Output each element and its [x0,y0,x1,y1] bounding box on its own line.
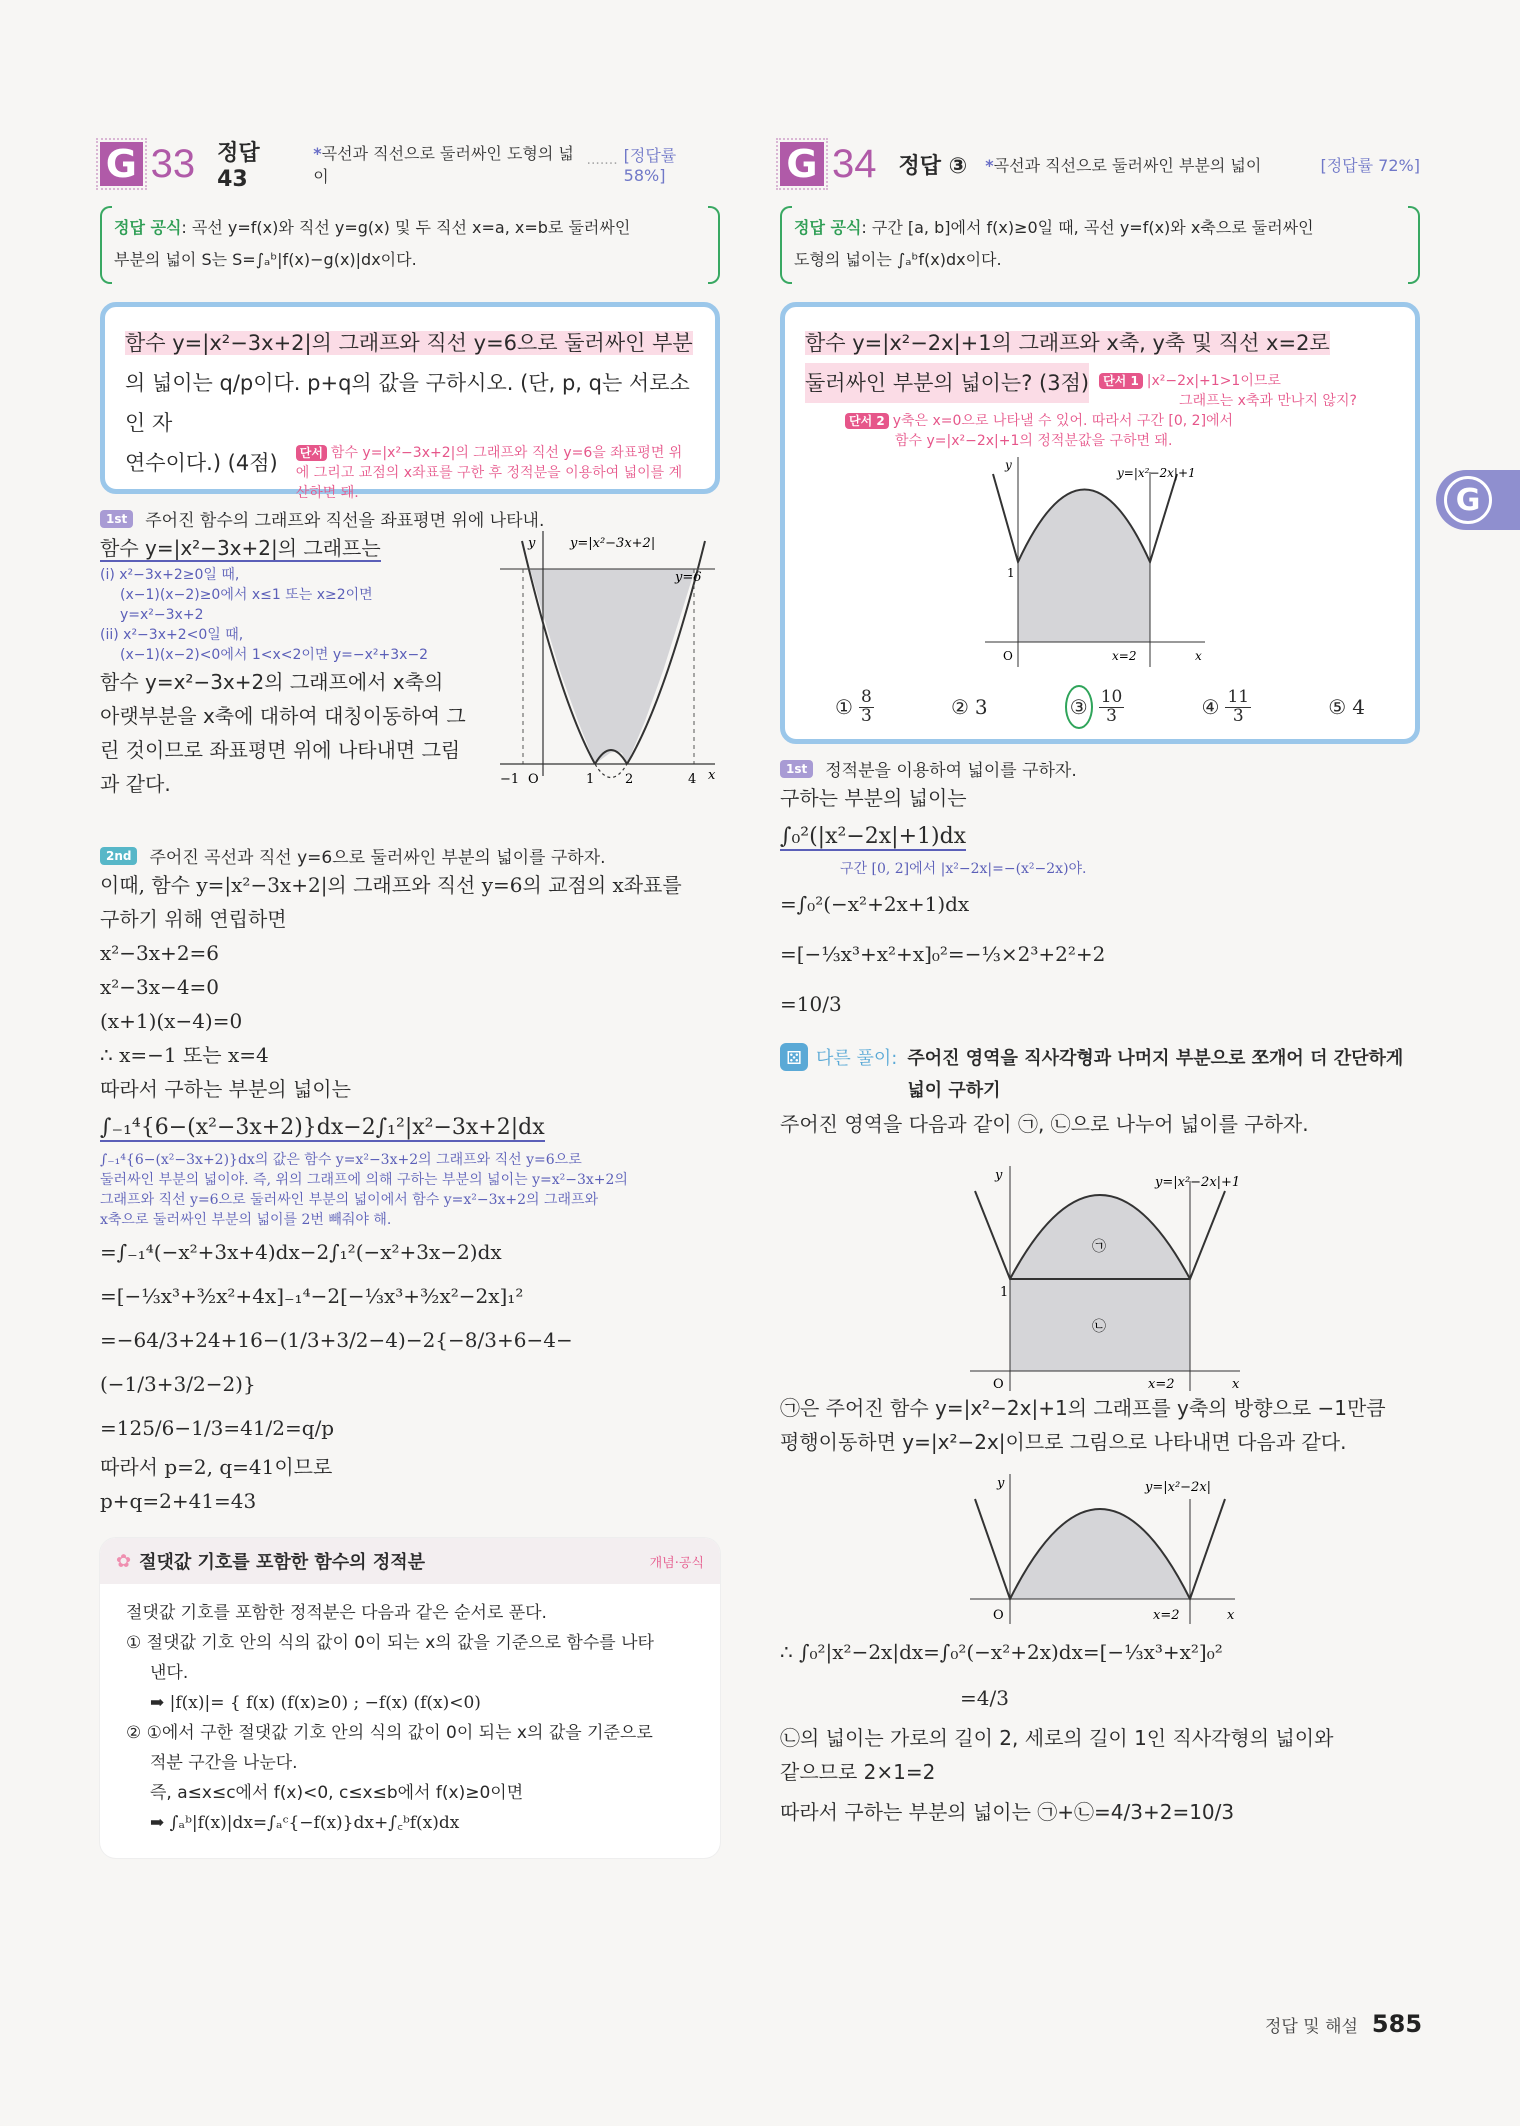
problem-header-g34 [780,140,1420,188]
answer-choices [805,685,1395,729]
svg-text:㉠: ㉠ [1092,1239,1106,1255]
problem-number: 33 [150,141,196,186]
page-footer: 정답 및 해설 585 [1265,2010,1423,2038]
formula-label: 정답 공식 [114,218,182,237]
answer-formula: 정답 공식: 구간 [a, b]에서 f(x)≥0일 때, 곡선 y=f(x)와 x축으로 둘러싸인 도형의 넓이는 ∫ₐᵇf(x)dx이다. [780,206,1420,284]
answer-formula: 정답 공식: 곡선 y=f(x)와 직선 y=g(x) 및 두 직선 x=a, x=b로 둘러싸인 부분의 넓이 S는 S=∫ₐᵇ|f(x)−g(x)|dx이다. [100,206,720,284]
hint-2: 단서 2 y축은 x=0으로 나타낼 수 있어. 따라서 구간 [0, 2]에서 함수 y=|x²−2x|+1의 정적분값을 구하면 돼. [805,411,1395,451]
correct-rate: [정답률 72%] [1320,155,1420,175]
alt-text-1: ㉠은 주어진 함수 y=|x²−2x|+1의 그래프를 y축의 방향으로 −1만큼 평행이동하면 y=|x²−2x|이므로 그림으로 나타내면 다음과 같다. [780,1396,1386,1454]
svg-text:O: O [1003,649,1013,663]
concept-kind: 개념·공식 [649,1555,704,1571]
svg-text:x: x [1232,1377,1240,1392]
flower-icon: ✿ [116,1550,132,1572]
concept-title: 절댓값 기호를 포함한 함수의 정적분 [139,1552,425,1573]
alt-text-2: ㉡의 넓이는 가로의 길이 2, 세로의 길이 1인 직사각형의 넓이와 같으므로 2×1=2 따라서 구하는 부분의 넓이는 ㉠+㉡=4/3+2=10/3 [780,1726,1334,1824]
graph-problem [985,457,1215,677]
svg-text:1: 1 [1000,1285,1009,1300]
page-number: 585 [1371,2010,1423,2038]
svg-text:O: O [993,1377,1004,1392]
svg-text:2: 2 [625,772,634,787]
problem-header-g33: G 33 정답 43 *곡선과 직선으로 둘러싸인 도형의 넓이 ······· [정답률 58%] [100,140,720,188]
svg-text:y=|x²−2x|+1: y=|x²−2x|+1 [1155,1175,1241,1190]
svg-text:x=2: x=2 [1153,1608,1180,1623]
hint: 단서 함수 y=|x²−3x+2|의 그래프와 직선 y=6을 좌표평면 위에 그리고 교점의 x좌표를 구한 후 정적분을 이용하여 넓이를 계산하면 돼. [295,445,683,501]
svg-text:x=2: x=2 [1148,1377,1175,1392]
alt-solution-header: ⚄ 다른 풀이: 주어진 영역을 직사각형과 나머지 부분으로 쪼개어 더 간단하게 넓이 구하기 [780,1043,1420,1107]
svg-text:O: O [993,1608,1004,1623]
svg-text:y: y [997,1476,1005,1491]
integral-expression: ∫₋₁⁴{6−(x²−3x+2)}dx−2∫₁²|x²−3x+2|dx [100,1115,545,1140]
choice-2[interactable]: ② 3 [950,695,988,719]
topic: *곡선과 직선으로 둘러싸인 부분의 넓이 [985,155,1262,175]
choice-3-selected[interactable]: ③ $\frac{10}{3}$ [1065,685,1125,729]
svg-text:x: x [1227,1608,1235,1623]
step-1-body: 함수 y=|x²−3x+2|의 그래프는 (i) x²−3x+2≥0일 때, (x−1)(x−2)≥0에서 x≤1 또는 x≥2이면 y=x²−3x+2 (ii) x²−3x+2<0일 때, (x−1)(x−2)<0에서 1<x<2이면 y=−x²+3x−2 함수 y=x²−3x+2의 그래프에서 x축의 아랫부분을 x축에 대하여 대칭이동하여 그 린 것이므로 좌표평면 위에 나타내면 그림 과 같다. y y=|x²−3x+2| y=6 x −1 O 1 2 4 [100,531,720,831]
svg-text:−1: −1 [500,772,520,787]
svg-text:y=|x²−3x+2|: y=|x²−3x+2| [570,536,656,551]
svg-text:O: O [528,772,539,787]
step-1: 1st 주어진 함수의 그래프와 직선을 좌표평면 위에 나타내. [100,506,720,531]
graph-abs-quadratic [500,531,725,787]
alt-calc: ∴ ∫₀²|x²−2x|dx=∫₀²(−x²+2x)dx=[−⅓x³+x²]₀² =4/3 [780,1640,1223,1710]
problem-box: 함수 y=|x²−2x|+1의 그래프와 x축, y축 및 직선 x=2로 둘러싸인 부분의 넓이는? (3점) 단서 1 |x²−2x|+1>1이므로 그래프는 x축과 만나지 않지? 단서 2 y축은 x=0으로 나타낼 수 있어. 따라서 구간 [0, 2]에서 함수 y=|x²−2x|+1의 정적분값을 구하면 돼. y y=|x²−2x|+1 1 O x=2 x ① $\frac{8}{3}$ ② 3 ③ $\frac{10}{3}$ ④ $\frac{11}{3}$ ⑤ 4 [780,302,1420,744]
svg-text:4: 4 [688,772,697,787]
correct-rate: [정답률 58%] [623,146,677,185]
section-badge: G [780,142,824,186]
chapter-tab [1436,470,1520,530]
problem-box: 함수 y=|x²−3x+2|의 그래프와 직선 y=6으로 둘러싸인 부분 의 넓이는 q/p이다. p+q의 값을 구하시오. (단, p, q는 서로소인 자 연수이다.) (4점) 단서 함수 y=|x²−3x+2|의 그래프와 직선 y=6을 좌표평면 위에 그리고 교점의 x좌표를 구한 후 정적분을 이용하여 넓이를 계산하면 돼. [100,302,720,494]
problem-number: 34 [832,141,877,186]
answer-label: 정답 ③ [898,153,968,179]
svg-text:1: 1 [1007,566,1015,580]
svg-text:x: x [1195,649,1202,663]
svg-text:x: x [708,768,716,783]
svg-text:y=|x²−2x|+1: y=|x²−2x|+1 [1117,466,1196,480]
svg-text:y: y [995,1168,1003,1183]
final-answer: p+q=2+41=43 [100,1489,257,1513]
choice-5[interactable]: ⑤ 4 [1328,695,1365,719]
graph-split-regions [950,1151,1250,1391]
svg-text:1: 1 [586,772,595,787]
choice-1[interactable]: ① $\frac{8}{3}$ [835,686,872,726]
svg-text:㉡: ㉡ [1092,1319,1106,1335]
concept-box: ✿ 절댓값 기호를 포함한 함수의 정적분 개념·공식 절댓값 기호를 포함한 정적분은 다음과 같은 순서로 푼다. ① 절댓값 기호 안의 식의 값이 0이 되는 x의 값을 기준으로 함수를 나타 낸다. ➡ |f(x)|= { f(x) (f(x)≥0) ; −f(x) (f(x)<0) ② ①에서 구한 절댓값 기호 안의 식의 값이 0이 되는 x의 값을 기준으로 적분 구간을 나눈다. 즉, a≤x≤c에서 f(x)<0, c≤x≤b에서 f(x)≥0이면 ➡ ∫ₐᵇ|f(x)|dx=∫ₐᶜ{−f(x)}dx+∫꜀ᵇf(x)dx [100,1538,720,1858]
hint-1: 단서 1 |x²−2x|+1>1이므로 그래프는 x축과 만나지 않지? [1099,371,1357,411]
svg-text:y=|x²−2x|: y=|x²−2x| [1145,1480,1212,1495]
step-2: 2nd 주어진 곡선과 직선 y=6으로 둘러싸인 부분의 넓이를 구하자. [100,843,720,868]
answer-label: 정답 43 [217,141,260,192]
left-column [100,140,720,1858]
step-1-body: 구하는 부분의 넓이는 ∫₀²(|x²−2x|+1)dx 구간 [0, 2]에서 |x²−2x|=−(x²−2x)야. =∫₀²(−x²+2x+1)dx =[−⅓x³+x²+x]₀²=−⅓×2³+2²+2 =10/3 [780,786,1106,1016]
graph-shifted [955,1469,1245,1629]
svg-text:x=2: x=2 [1112,649,1137,663]
chapter-letter: G [1444,476,1492,524]
step-2-body: 이때, 함수 y=|x²−3x+2|의 그래프와 직선 y=6의 교점의 x좌표를 구하기 위해 연립하면 x²−3x+2=6 x²−3x−4=0 (x+1)(x−4)=0 ∴ x=−1 또는 x=4 따라서 구하는 부분의 넓이는 ∫₋₁⁴{6−(x²−3x+2)}dx−2∫₁²|x²−3x+2|dx ∫₋₁⁴{6−(x²−3x+2)}dx의 값은 함수 y=x²−3x+2의 그래프와 직선 y=6으로 둘러싸인 부분의 넓이야. 즉, 위의 그래프에 의해 구하는 부분의 넓이는 y=x²−3x+2의 그래프와 직선 y=6으로 둘러싸인 부분의 넓이에서 함수 y=x²−3x+2의 그래프와 x축으로 둘러싸인 부분의 넓이를 2번 빼줘야 해. =∫₋₁⁴(−x²+3x+4)dx−2∫₁²(−x²+3x−2)dx =[−⅓x³+³⁄₂x²+4x]₋₁⁴−2[−⅓x³+³⁄₂x²−2x]₁² =−64/3+24+16−(1/3+3/2−4)−2{−8/3+6−4−(−1/3+3/2−2)} =125/6−1/3=41/2=q/p 따라서 p=2, q=41이므로 p+q=2+41=43 [100,868,720,1518]
dice-icon: ⚄ [780,1043,808,1071]
choice-4[interactable]: ④ $\frac{11}{3}$ [1201,686,1250,726]
svg-text:y: y [528,536,536,551]
right-column: G 34 정답 ③ *곡선과 직선으로 둘러싸인 부분의 넓이 [정답률 72%] 정답 공식: 구간 [a, b]에서 f(x)≥0일 때, 곡선 y=f(x)와 x축으로 둘러싸인 도형의 넓이는 ∫ₐᵇf(x)dx이다. 함수 y=|x²−2x|+1의 그래프와 x축, y축 및 직선 x=2로 둘러싸인 부분의 넓이는? (3점) 단서 1 |x²−2x|+1>1이므로 그래프는 x축과 만나지 않지? 단서 2 y축은 x=0으로 나타낼 수 있어. 따라서 구간 [0, 2]에서 함수 y=|x²−2x|+1의 정적분값을 구하면 돼. y y=|x²−2x|+1 1 O x=2 x ① $\frac{8}{3}$ ② 3 ③ $\frac{10}{3}$ ④ $\frac{11}{3}$ ⑤ 4 1st 정적분을 이용하여 넓이를 구하자. 구하는 부분의 넓이는 ∫₀²(|x²−2x|+1)dx 구간 [0, 2]에서 |x²−2x|=−(x²−2x)야. =∫₀²(−x²+2x+1)dx =[−⅓x³+x²+x]₀²=−⅓×2³+2²+2 =10/3 ⚄ 다른 풀이: 주어진 영역을 직사각형과 나머지 부분으로 쪼개어 더 간단하게 넓이 구하기 주어진 영역을 다음과 같이 ㉠, ㉡으로 나누어 넓이를 구하자. y y=|x²−2x|+1 ㉠ ㉡ 1 O x=2 x ㉠은 주어진 함수 y=|x²−2x|+1의 그래프를 y축의 방향으로 −1만큼 평행이동하면 y=|x²−2x|이므로 그림으로 나타내면 다음과 같다. y y=|x²−2x| O x=2 x ∴ ∫₀²|x²−2x|dx=∫₀²(−x²+2x)dx=[−⅓x³+x²]₀² =4/3 ㉡의 넓이는 가로의 길이 2, 세로의 길이 1인 직사각형의 넓이와 같으므로 2×1=2 따라서 구하는 부분의 넓이는 ㉠+㉡=4/3+2=10/3 [780,140,1420,1829]
section-badge: G [100,142,143,186]
topic: *곡선과 직선으로 둘러싸인 도형의 넓이 [313,144,574,186]
step-1: 1st 정적분을 이용하여 넓이를 구하자. [780,756,1420,781]
svg-text:y: y [1005,458,1012,472]
svg-text:y=6: y=6 [675,570,702,585]
